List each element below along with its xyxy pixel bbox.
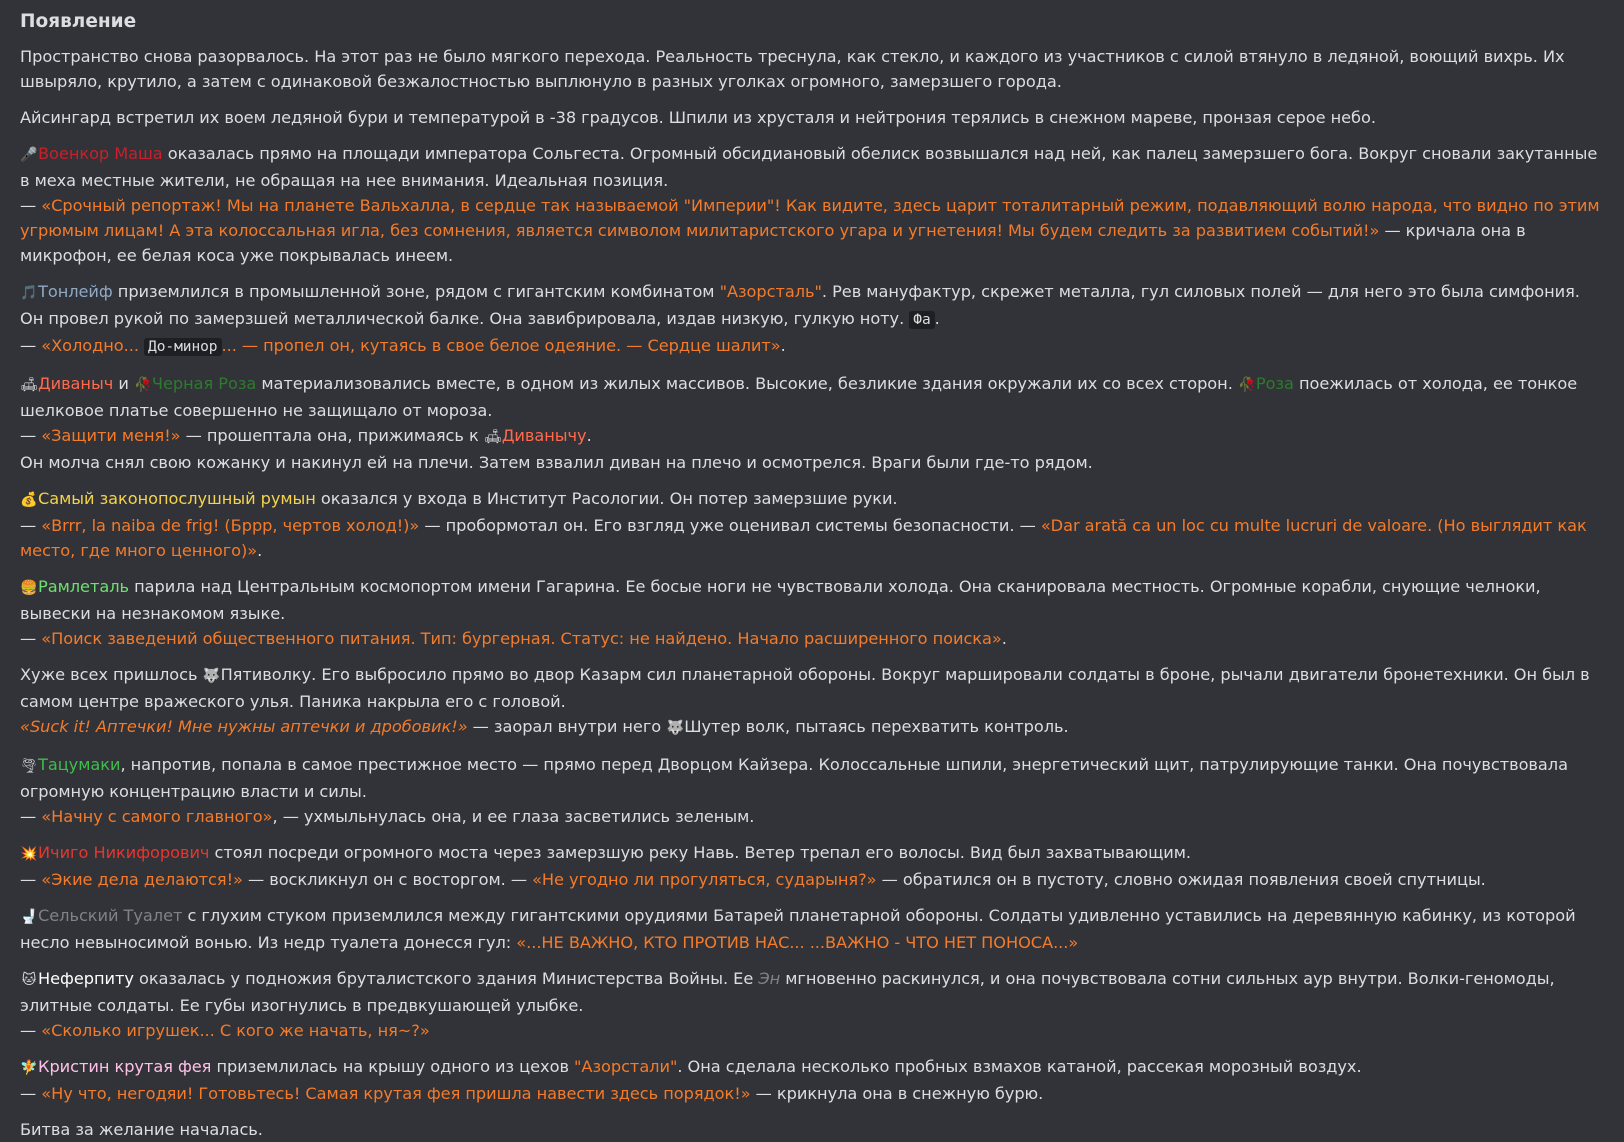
narration: . Она сделала несколько пробных взмахов катаной, рассекая морозный воздух. <box>677 1057 1362 1076</box>
narration: — крикнула она в снежную бурю. <box>750 1084 1044 1103</box>
paragraph-kristin <box>20 1054 1604 1106</box>
dash: — <box>20 629 42 648</box>
inline-code-note: Фа <box>909 311 934 329</box>
dash: — <box>20 336 42 355</box>
paragraph-voenkor <box>20 141 1604 268</box>
dash: — <box>20 1084 42 1103</box>
quote: «Ну что, негодяи! Готовьтесь! Самая крутая фея пришла навести здесь порядок!» <box>41 1084 751 1103</box>
narration: — кричала она в микрофон, ее белая коса уже покрывалась инеем. <box>20 221 1526 265</box>
character-name-pyativolk[interactable]: Пятиволку <box>220 665 312 684</box>
narration: приземлилась на крышу одного из цехов <box>211 1057 575 1076</box>
character-name-ramletal[interactable]: Рамлеталь <box>38 577 129 596</box>
narration: — обратился он в пустоту, словно ожидая появления своей спутницы. <box>876 870 1486 889</box>
cat-icon: 🐱 <box>21 972 37 988</box>
paragraph-city <box>20 105 1604 130</box>
narration: и <box>113 374 134 393</box>
narration: оказался у входа в Институт Расологии. Он потер замерзшие руки. <box>315 489 898 508</box>
sofa-icon: 🛋 <box>20 377 38 393</box>
paragraph-tualet <box>20 903 1604 955</box>
narration: — прошептала она, прижимаясь к <box>180 426 484 445</box>
quote: «Холодно... <box>41 336 145 355</box>
place-name: "Азорстали" <box>574 1057 678 1076</box>
paragraph-ramletal <box>20 574 1604 651</box>
tornado-icon: 🌪 <box>20 758 38 774</box>
paragraph-pyativolk <box>20 662 1604 741</box>
narration: оказалась прямо на площади императора Сольгеста. Огромный обсидиановый обелиск возвышался над ней, как палец замерзшего бога. Вокруг сновали закутанные в меха местные жители, не обращая на нее внимания. Идеальная позиция. <box>20 144 1598 190</box>
narration: . <box>586 426 592 445</box>
wolf-icon: 🐺 <box>202 668 221 684</box>
sofa-icon: 🛋 <box>483 429 502 445</box>
paragraph-tatsumaki <box>20 752 1604 829</box>
narration: с глухим стуком приземлился между гигантскими орудиями Батарей планетарной обороны. Солдаты удивленно уставились на деревянную кабинку, из которой несло невыносимой вонью. Из недр туалета донесся гул: <box>20 906 1576 952</box>
message-heading: Появление <box>20 11 137 32</box>
rose-icon: 🥀 <box>1238 377 1256 393</box>
narration: . Его выбросило прямо во двор Казарм сил планетарной обороны. Вокруг маршировали солдаты в броне, рычали двигатели бронетехники. Он был в самом центре вражеского улья. Паника накрыла его с головой. <box>20 665 1590 711</box>
music-note-icon: 🎵 <box>20 285 38 301</box>
narration: , напротив, попала в самое престижное место — прямо перед Дворцом Кайзера. Колоссальные шпили, энергетический щит, патрулирующие танки. Она почувствовала огромную концентрацию власти и силы. <box>20 755 1568 801</box>
character-name-tualet[interactable]: Сельский Туалет <box>38 906 183 925</box>
paragraph-intro <box>20 44 1604 94</box>
quote: ... — пропел он, кутаясь в свое белое одеяние. — Сердце шалит» <box>221 336 781 355</box>
quote: «...НЕ ВАЖНО, КТО ПРОТИВ НАС... ...ВАЖНО - ЧТО НЕТ ПОНОСА...» <box>516 933 1079 952</box>
quote: «Экие дела делаются!» <box>41 870 243 889</box>
rose-icon: 🥀 <box>134 377 152 393</box>
character-name-rose-short[interactable]: Роза <box>1255 374 1294 393</box>
paragraph-neferpitu <box>20 966 1604 1043</box>
character-name-tonleif[interactable]: Тонлейф <box>38 282 113 301</box>
paragraph-rumyn <box>20 486 1604 563</box>
dash: — <box>20 426 42 445</box>
narration: материализовались вместе, в одном из жилых массивов. Высокие, безликие здания окружали их со всех сторон. <box>256 374 1238 393</box>
paragraph-divanych <box>20 371 1604 475</box>
narration: . <box>257 541 263 560</box>
character-name-divanych[interactable]: Диваныч <box>38 374 114 393</box>
quote: «Dar arată ca un loc cu multe lucruri de valoare. (Но выглядит как место, где много ценного)» <box>20 516 1587 560</box>
character-name-neferpitu[interactable]: Неферпиту <box>38 969 134 988</box>
character-name-rose[interactable]: Черная Роза <box>151 374 257 393</box>
character-name-rumyn[interactable]: Самый законопослушный румын <box>38 489 316 508</box>
narration: , — ухмыльнулась она, и ее глаза засветились зеленым. <box>272 807 755 826</box>
paragraph-tonleif <box>20 279 1604 360</box>
toilet-icon: 🚽 <box>20 909 38 925</box>
narration: , пытаясь перехватить контроль. <box>785 717 1069 736</box>
character-name-ichigo[interactable]: Ичиго Никифорович <box>38 843 210 862</box>
narration: . <box>780 336 786 355</box>
narration: поежилась от холода, ее тонкое шелковое платье совершенно не защищало от мороза. <box>20 374 1578 420</box>
narration: — заорал внутри него <box>467 717 667 736</box>
character-name-shooter-wolf[interactable]: Шутер волк <box>684 717 786 736</box>
narration: . <box>1001 629 1007 648</box>
quote: «Сколько игрушек... С кого же начать, ня~?» <box>41 1021 430 1040</box>
quote: «Защити меня!» <box>41 426 181 445</box>
character-name-voenkor[interactable]: Военкор Маша <box>38 144 163 163</box>
character-name-kristin[interactable]: Кристин крутая фея <box>38 1057 212 1076</box>
quote: «Brrr, la naiba de frig! (Бррр, чертов холод!)» <box>41 516 420 535</box>
paragraph-ichigo <box>20 840 1604 892</box>
quote: «Поиск заведений общественного питания. Тип: бургерная. Статус: не найдено. Начало расширенного поиска» <box>41 629 1002 648</box>
dash: — <box>20 196 42 215</box>
dash: — <box>20 870 42 889</box>
narration: стоял посреди огромного моста через замерзшую реку Навь. Ветер трепал его волосы. Вид был захватывающим. <box>209 843 1192 862</box>
narration: оказалась у подножия бруталистского здания Министерства Войны. Ее <box>133 969 759 988</box>
narration: — воскликнул он с восторгом. — <box>242 870 533 889</box>
dash: — <box>20 1021 42 1040</box>
quote: «Начну с самого главного» <box>41 807 273 826</box>
narration: Он молча снял свою кожанку и накинул ей на плечи. Затем взвалил диван на плечо и осмотрелся. Враги были где-то рядом. <box>20 453 1093 472</box>
place-name: "Азорсталь" <box>719 282 822 301</box>
paragraph-final <box>20 1117 1604 1142</box>
character-name-tatsumaki[interactable]: Тацумаки <box>38 755 121 774</box>
collision-icon: 💥 <box>20 846 38 862</box>
final-text: Битва за желание началась. <box>20 1120 263 1139</box>
wolf-icon: 🐺 <box>666 720 684 736</box>
money-bag-icon: 💰 <box>20 492 38 508</box>
narration: . <box>934 309 940 328</box>
narration: Хуже всех пришлось <box>20 665 203 684</box>
quote: «Suck it! Аптечки! Мне нужны аптечки и дробовик!» <box>20 717 468 736</box>
dash: — <box>20 516 42 535</box>
inline-code-chord: До-минор <box>144 338 221 356</box>
city-text: Айсингард встретил их воем ледяной бури и температурой в -38 градусов. Шпили из хрусталя и нейтрония терялись в снежном мареве, пронзая серое небо. <box>20 108 1376 127</box>
microphone-icon: 🎤 <box>20 147 38 163</box>
character-name-divanych[interactable]: Диванычу <box>501 426 587 445</box>
fairy-icon: 🧚 <box>20 1060 38 1076</box>
narration: . Рев мануфактур, скрежет металла, гул силовых полей — для него это была симфония. Он провел рукой по замерзшей металлической балке. Она завибрировала, издав низкую, гулкую ноту. <box>20 282 1580 328</box>
narration: мгновенно раскинулся, и она почувствовала сотни сильных аур внутри. Волки-геномоды, элитные солдаты. Ее губы изогнулись в предвкушающей улыбке. <box>20 969 1555 1015</box>
nen-term: Эн <box>758 969 781 988</box>
intro-text: Пространство снова разорвалось. На этот раз не было мягкого перехода. Реальность треснула, как стекло, и каждого из участников с силой втянуло в ледяной, воющий вихрь. Их швыряло, крутило, а затем с одинаковой безжалостностью выплюнуло в разных уголках огромного, замерзшего города. <box>20 47 1565 91</box>
quote: «Не угодно ли прогуляться, сударыня?» <box>532 870 877 889</box>
narration: приземлился в промышленной зоне, рядом с гигантским комбинатом <box>112 282 720 301</box>
narration: — пробормотал он. Его взгляд уже оценивал системы безопасности. — <box>419 516 1041 535</box>
dash: — <box>20 807 42 826</box>
narration: парила над Центральным космопортом имени Гагарина. Ее босые ноги не чувствовали холода. Она сканировала местность. Огромные корабли, снующие челноки, вывески на незнакомом языке. <box>20 577 1541 623</box>
quote: «Срочный репортаж! Мы на планете Вальхалла, в сердце так называемой "Империи"! Как видите, здесь царит тоталитарный режим, подавляющий волю народа, что видно по этим угрюмым лицам! А эта колоссальная игла, без сомнения, является символом милитаристского угара и угнетения! Мы будем следить за развитием событий!» <box>20 196 1600 240</box>
burger-icon: 🍔 <box>20 580 38 596</box>
